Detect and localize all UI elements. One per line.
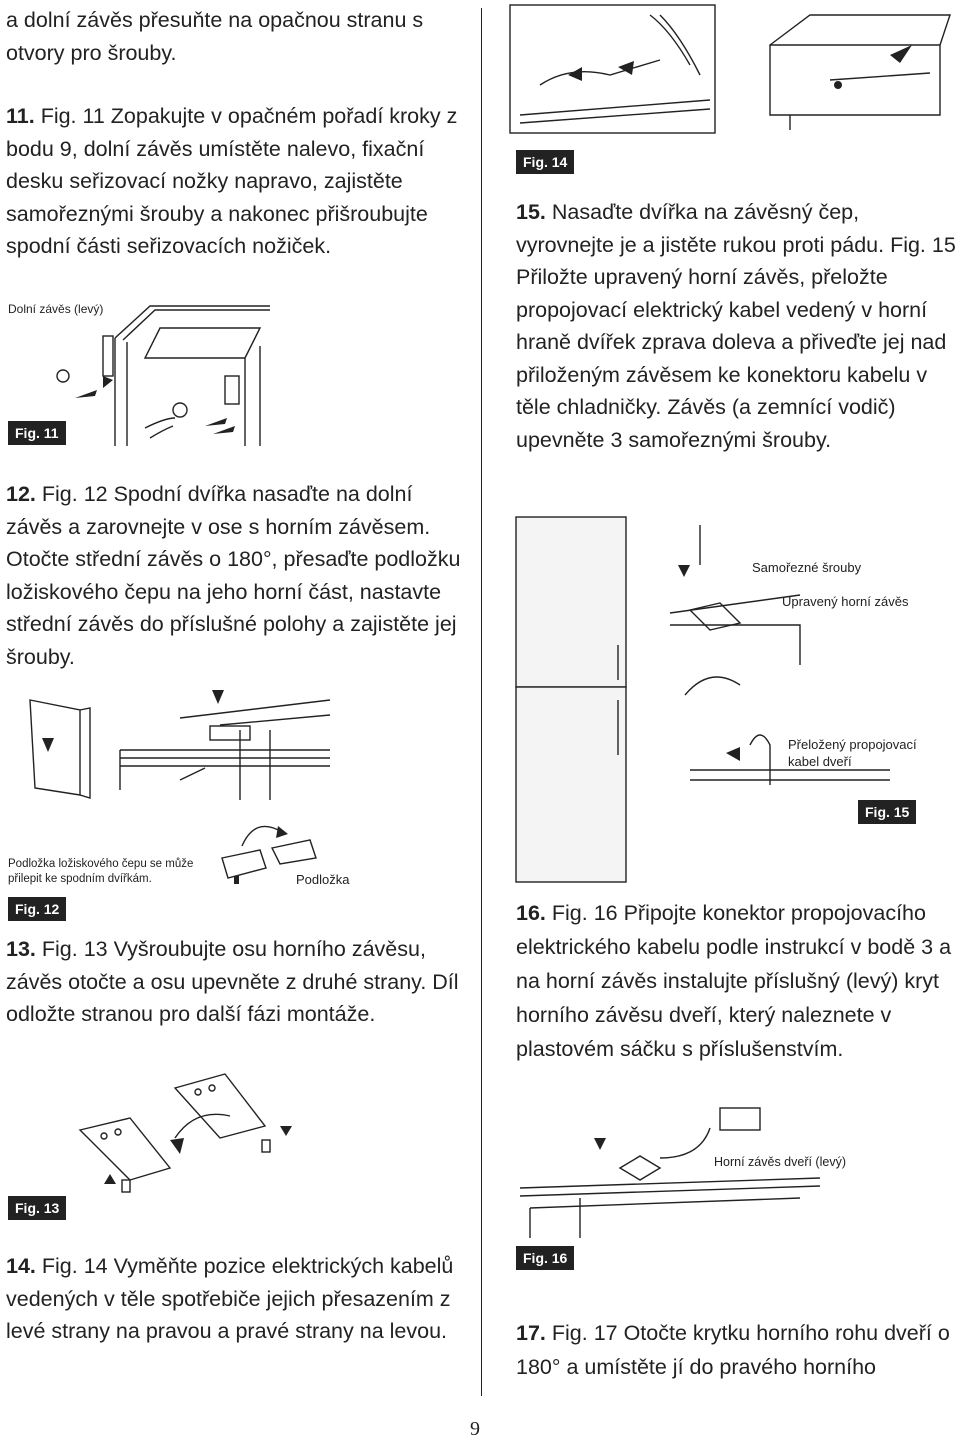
step-text: Fig. 13 Vyšroubujte osu horního závěsu, závěs otočte a osu upevněte z druhé strany. Díl odložte stranou pro další fázi montáže. [6,937,459,1026]
fig15-label: Fig. 15 [858,800,916,824]
step-number: 11. [6,104,35,128]
step-text: Fig. 11 Zopakujte v opačném pořadí kroky z bodu 9, dolní závěs umístěte nalevo, fixační desku seřizovací nožky napravo, zajistěte samořeznými šrouby a nakonec přišroubujte spodní části seřizovacích nožiček. [6,104,458,258]
fig14-label: Fig. 14 [516,150,574,174]
step-11 [6,100,466,263]
fig16-callout: Horní závěs dveří (levý) [714,1155,846,1169]
fig11-callout: Dolní závěs (levý) [8,302,104,316]
intro-text: a dolní závěs přesuňte na opačnou stranu s otvory pro šrouby. [6,8,424,65]
step-15 [516,196,956,456]
step-text: Fig. 17 Otočte krytku horního rohu dveří o 180° a umístěte jí do pravého horního [516,1321,950,1379]
fig13-illustration [80,1068,310,1198]
fig15-callout-cable: Přeložený propojovací kabel dveří [788,737,917,769]
fig12-label: Fig. 12 [8,897,66,921]
column-divider [481,8,482,1396]
fig13-label: Fig. 13 [8,1196,66,1220]
step-number: 17. [516,1321,546,1345]
step-text: Nasaďte dvířka na závěsný čep, vyrovnejte je a jistěte rukou proti pádu. Fig. 15 Přiložte upravený horní závěs, přeložte propojovací elektrický kabel vedený v horní hraně dvířek zprava doleva a přiveďte jej nad přiloženým závěsem ke konektoru kabelu v těle chladničky. Závěs (a zemnící vodič) upevněte 3 samořeznými šrouby. [516,200,956,452]
step-text: Fig. 14 Vyměňte pozice elektrických kabelů vedených v těle spotřebiče jejich přesazením z levé strany na pravou a pravé strany na levou. [6,1254,454,1343]
step-number: 16. [516,901,546,925]
fig14-illustration [510,5,950,135]
step-number: 14. [6,1254,36,1278]
fig12-note: Podložka ložiskového čepu se může přilepit ke spodním dvířkám. [8,858,194,885]
step-14 [6,1250,466,1348]
fig11-illustration [45,298,270,446]
fig11-label: Fig. 11 [8,421,66,445]
step-12 [6,478,466,673]
fig12-callout: Podložka [296,872,350,887]
step-13 [6,933,466,1031]
step-number: 12. [6,482,36,506]
step-17 [516,1316,956,1384]
step-text: Fig. 12 Spodní dvířka nasaďte na dolní závěs a zarovnejte v ose s horním závěsem. Otočte střední závěs o 180°, přesaďte podložku ložiskového čepu na jeho horní část, nastavte střední závěs do příslušné polohy a zajistěte jej šrouby. [6,482,461,669]
fig15-callout-screws: Samořezné šrouby [752,560,862,575]
step-number: 15. [516,200,546,224]
page-number: 9 [470,1418,480,1440]
step-text: Fig. 16 Připojte konektor propojovacího elektrického kabelu podle instrukcí v bodě 3 a na horní závěs instalujte příslušný (levý) kryt horního závěsu dveří, který naleznete v plastovém sáčku s příslušenstvím. [516,901,952,1061]
fig15-callout-hinge: Upravený horní závěs [782,594,909,609]
fig16-label: Fig. 16 [516,1246,574,1270]
fig12-illustration [20,690,330,810]
step-number: 13. [6,937,36,961]
step-16 [516,896,956,1066]
